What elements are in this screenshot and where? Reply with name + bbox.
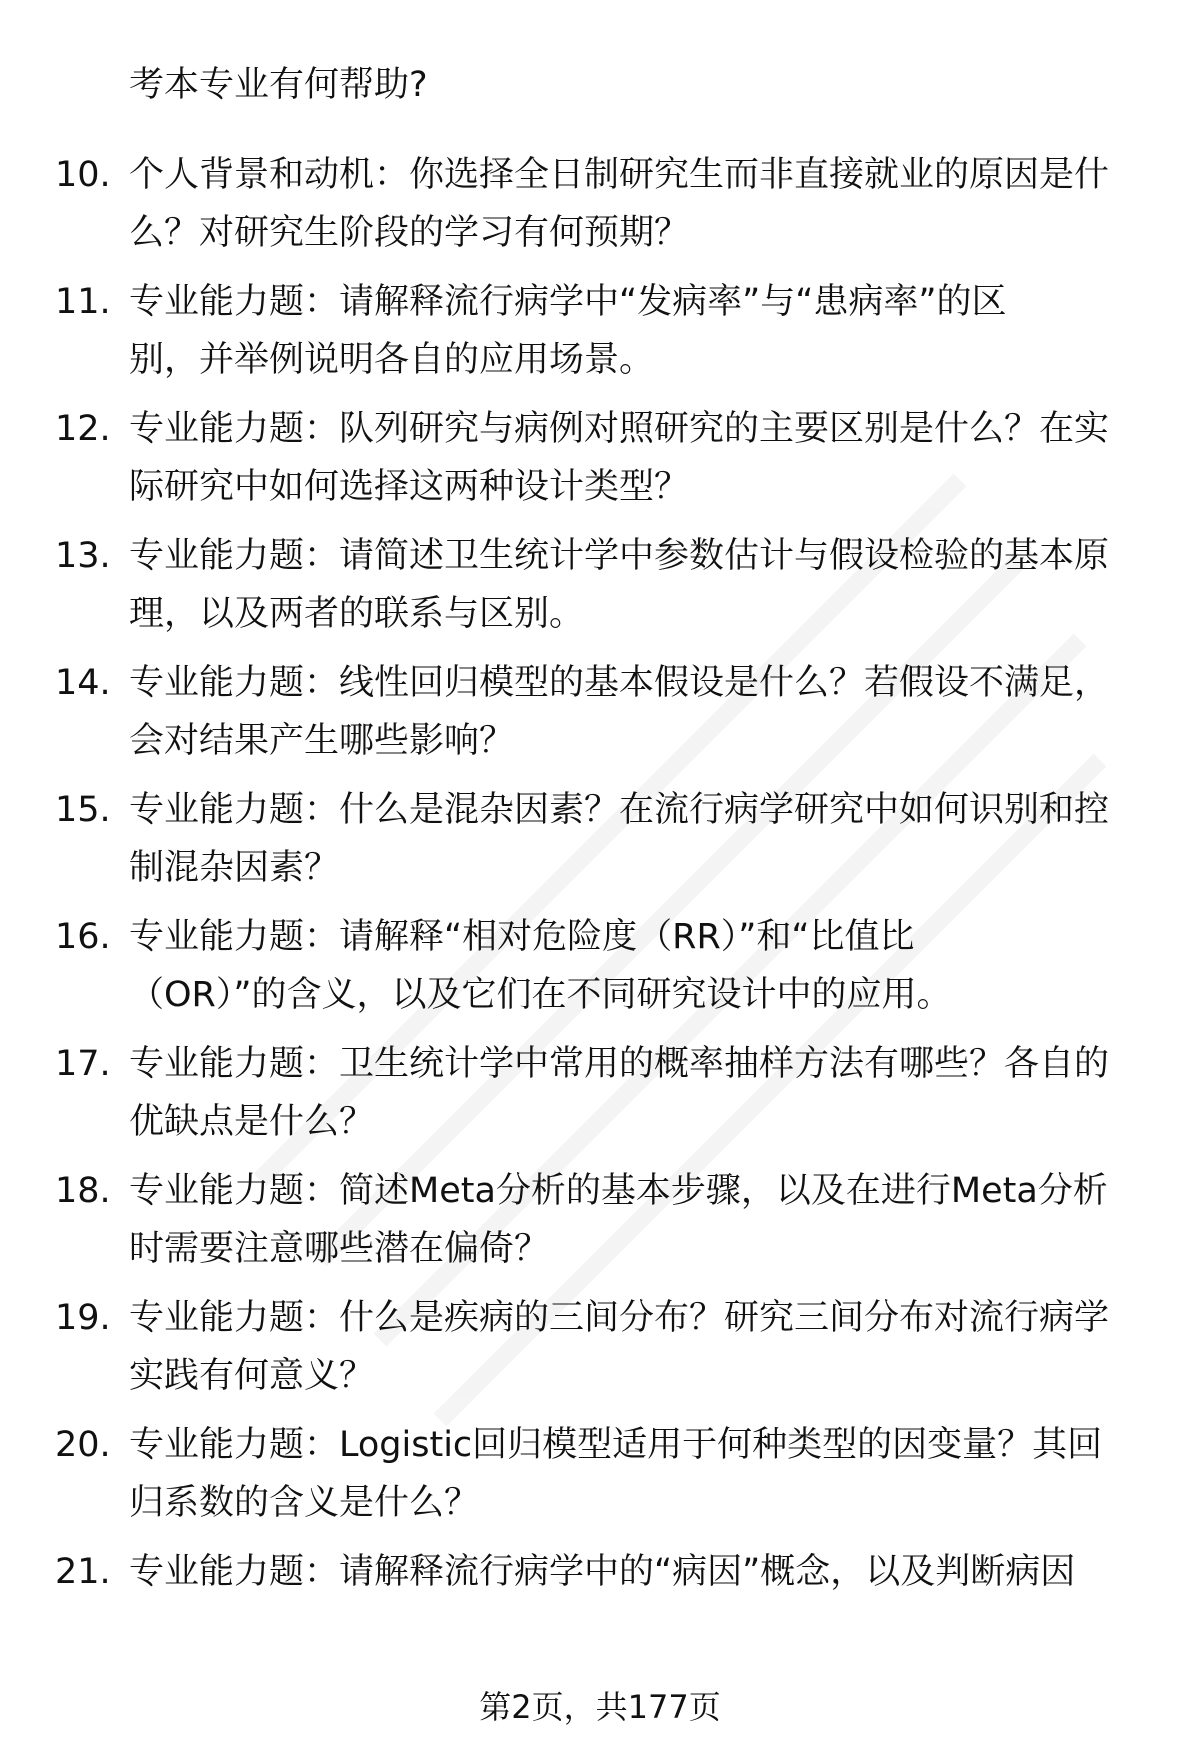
question-text-line1: 专业能力题：请解释流行病学中的“病因”概念，以及判断病因 [129, 1552, 1076, 1592]
question-number: 13. [55, 536, 111, 576]
question-text-line1: 专业能力题：什么是混杂因素？在流行病学研究中如何识别和控 [129, 790, 1110, 830]
question-text-line2: 会对结果产生哪些影响？ [129, 721, 515, 761]
question-number: 14. [55, 663, 111, 703]
question-number: 15. [55, 790, 111, 830]
question-number: 12. [55, 409, 111, 449]
question-number: 11. [55, 282, 111, 322]
question-text-line2: 际研究中如何选择这两种设计类型？ [129, 467, 690, 507]
question-text-line2: 别，并举例说明各自的应用场景。 [129, 340, 655, 380]
question-text-line1: 个人背景和动机：你选择全日制研究生而非直接就业的原因是什 [129, 155, 1110, 195]
question-text-line1: 专业能力题：简述Meta分析的基本步骤，以及在进行Meta分析 [129, 1171, 1108, 1211]
question-text-line1: 专业能力题：什么是疾病的三间分布？研究三间分布对流行病学 [129, 1298, 1110, 1338]
question-text-line1: 专业能力题：队列研究与病例对照研究的主要区别是什么？在实 [129, 409, 1110, 449]
question-text-line2: 优缺点是什么？ [129, 1102, 375, 1142]
question-text-line2: 实践有何意义？ [129, 1356, 375, 1396]
continued-text: 考本专业有何帮助? [129, 65, 428, 105]
question-text-line2: （OR）”的含义，以及它们在不同研究设计中的应用。 [129, 975, 952, 1015]
question-text-line1: 专业能力题：Logistic回归模型适用于何种类型的因变量？其回 [129, 1425, 1103, 1465]
question-number: 17. [55, 1044, 111, 1084]
question-text-line2: 制混杂因素？ [129, 848, 340, 888]
question-text-line2: 归系数的含义是什么？ [129, 1483, 480, 1523]
question-text-line2: 时需要注意哪些潜在偏倚？ [129, 1229, 550, 1269]
question-number: 20. [55, 1425, 111, 1465]
page-footer: 第2页，共177页 [479, 1688, 721, 1726]
question-text-line1: 专业能力题：请解释“相对危险度（RR）”和“比值比 [129, 917, 915, 957]
question-text-line1: 专业能力题：请解释流行病学中“发病率”与“患病率”的区 [129, 282, 1007, 322]
question-text-line2: 么？对研究生阶段的学习有何预期？ [129, 213, 690, 253]
question-number: 18. [55, 1171, 111, 1211]
question-text-line2: 理，以及两者的联系与区别。 [129, 594, 585, 634]
question-text-line1: 专业能力题：卫生统计学中常用的概率抽样方法有哪些？各自的 [129, 1044, 1110, 1084]
question-number: 10. [55, 155, 111, 195]
question-number: 21. [55, 1552, 111, 1592]
question-list [0, 60, 1200, 110]
question-text-line1: 专业能力题：线性回归模型的基本假设是什么？若假设不满足， [129, 663, 1110, 703]
question-number: 19. [55, 1298, 111, 1338]
question-text-line1: 专业能力题：请简述卫生统计学中参数估计与假设检验的基本原 [129, 536, 1110, 576]
question-number: 16. [55, 917, 111, 957]
